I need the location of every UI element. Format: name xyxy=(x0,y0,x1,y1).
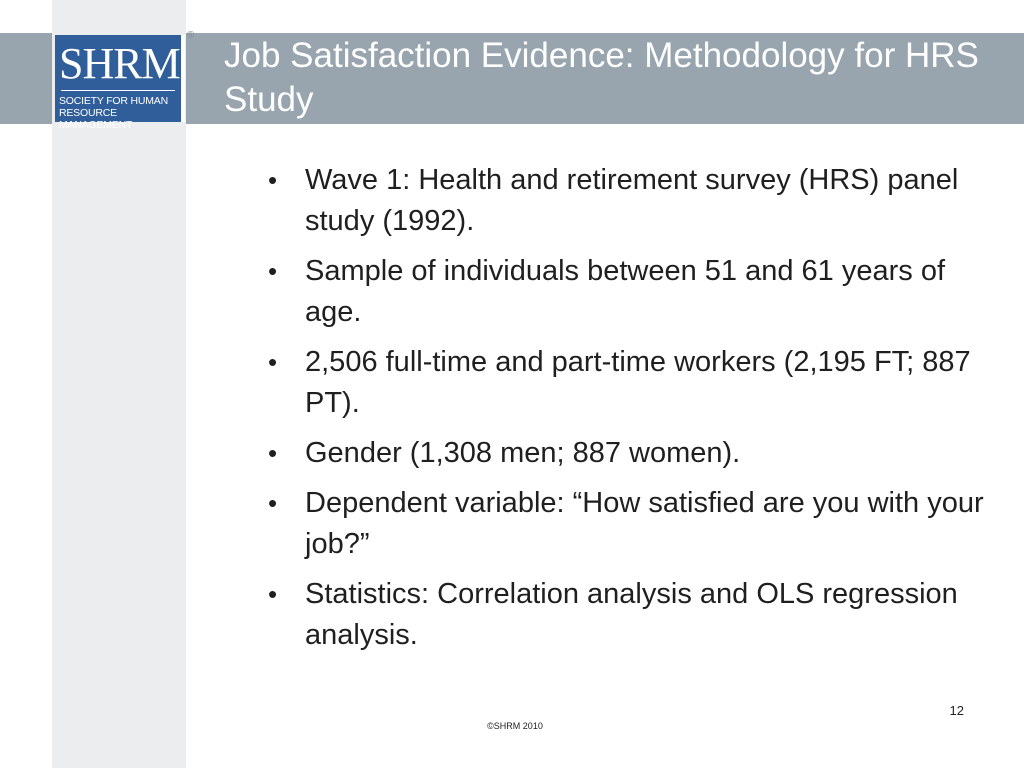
bullet-item xyxy=(268,160,988,242)
bullet-text: 2,506 full-time and part-time workers (2,195 FT; 887 PT). xyxy=(305,346,971,419)
bullet-icon: • xyxy=(268,256,278,286)
bullet-icon: • xyxy=(268,579,278,609)
logo-background xyxy=(55,35,181,131)
logo-frame xyxy=(55,35,185,131)
bullet-text: Gender (1,308 men; 887 women). xyxy=(305,437,741,469)
bullet-icon: • xyxy=(268,488,278,518)
bullet-item xyxy=(268,342,988,424)
bullet-icon: • xyxy=(268,165,278,195)
bullet-text: Sample of individuals between 51 and 61 years of age. xyxy=(305,255,946,328)
logo-wordmark: SHRM xyxy=(59,39,180,88)
slide-title: Job Satisfaction Evidence: Methodology for HRS Study xyxy=(224,36,979,119)
bullet-item xyxy=(268,483,988,565)
shrm-logo xyxy=(52,33,186,131)
bullet-text: Dependent variable: “How satisfied are you with your job?” xyxy=(305,487,984,560)
bullet-icon: • xyxy=(268,438,278,468)
logo-divider xyxy=(61,90,175,91)
bullet-text: Statistics: Correlation analysis and OLS regression analysis. xyxy=(305,578,958,651)
logo-tagline-line2: RESOURCE MANAGEMENT xyxy=(59,107,133,131)
bullet-item xyxy=(268,574,988,656)
bullet-item xyxy=(268,251,988,333)
bullet-text: Wave 1: Health and retirement survey (HRS) panel study (1992). xyxy=(305,164,959,237)
registered-mark: ® xyxy=(187,30,195,41)
bullet-item xyxy=(268,433,988,474)
page-number: 12 xyxy=(949,703,964,718)
bullet-list xyxy=(268,160,988,665)
logo-tagline-line1: SOCIETY FOR HUMAN xyxy=(59,95,168,107)
copyright-notice: ©SHRM 2010 xyxy=(487,721,543,731)
bullet-icon: • xyxy=(268,347,278,377)
logo-tagline xyxy=(59,95,179,131)
